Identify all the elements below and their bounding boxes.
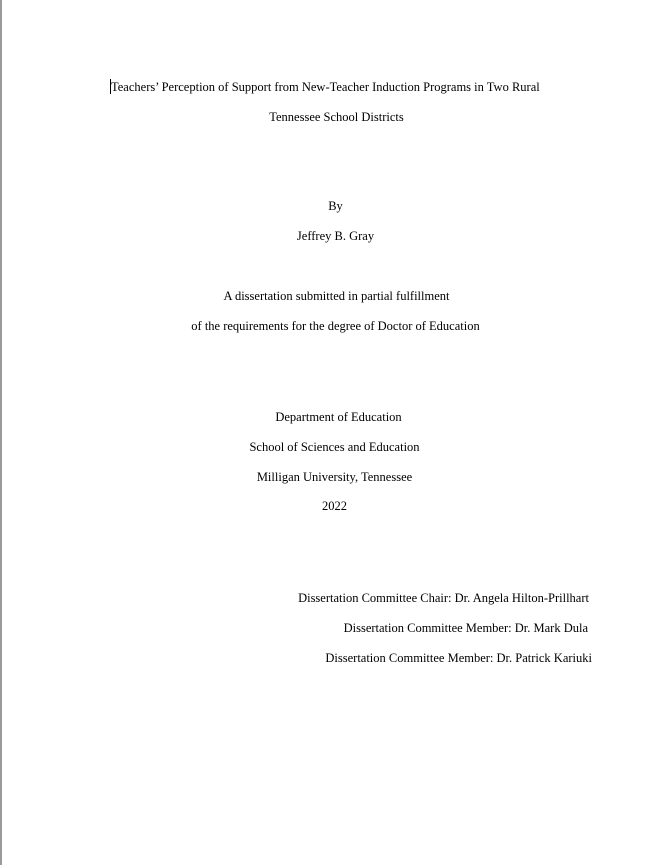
- committee-member-1[interactable]: Dissertation Committee Member: Dr. Mark Dula: [343, 621, 588, 635]
- committee-chair[interactable]: Dissertation Committee Chair: Dr. Angela Hilton-Prillhart: [298, 591, 589, 605]
- school[interactable]: School of Sciences and Education: [249, 440, 420, 454]
- statement-line-1[interactable]: A dissertation submitted in partial fulfillment: [223, 289, 450, 303]
- page-left-border: [0, 0, 2, 865]
- title-line-1[interactable]: Teachers’ Perception of Support from New-Teacher Induction Programs in Two Rural: [111, 80, 540, 94]
- university[interactable]: Milligan University, Tennessee: [256, 470, 413, 484]
- committee-member-2[interactable]: Dissertation Committee Member: Dr. Patrick Kariuki: [325, 651, 592, 665]
- title-line-2[interactable]: Tennessee School Districts: [269, 110, 404, 124]
- department[interactable]: Department of Education: [275, 410, 402, 424]
- author-name[interactable]: Jeffrey B. Gray: [296, 229, 375, 243]
- year[interactable]: 2022: [322, 499, 347, 513]
- statement-line-2[interactable]: of the requirements for the degree of Doctor of Education: [191, 319, 480, 333]
- by-label[interactable]: By: [328, 199, 343, 213]
